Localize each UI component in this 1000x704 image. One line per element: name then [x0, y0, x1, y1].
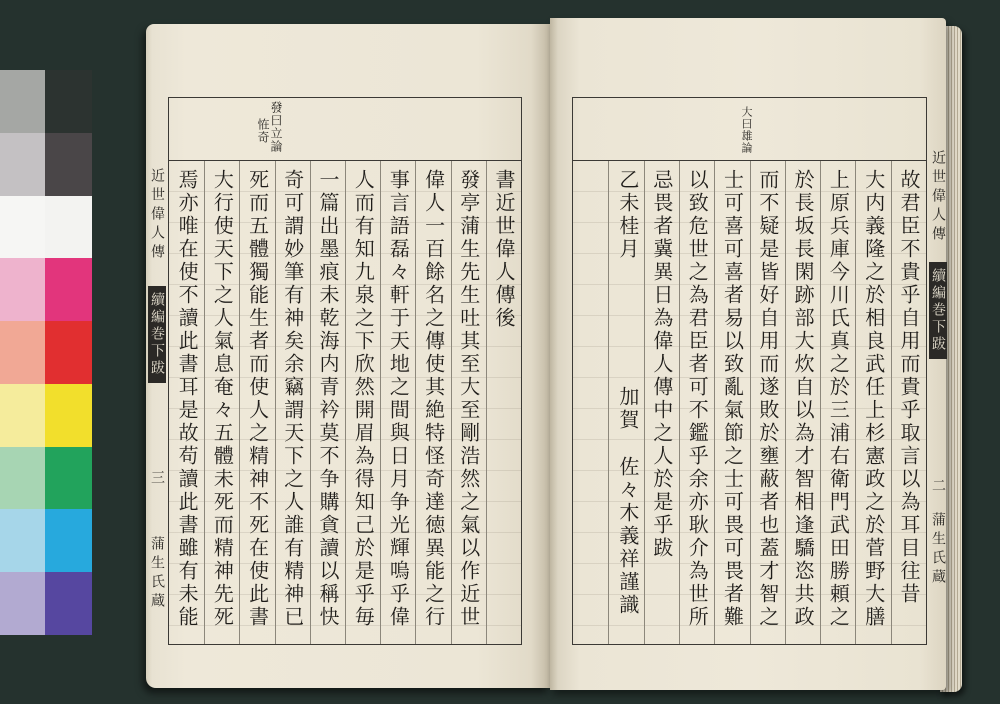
text-column: 一篇出墨痕未乾海内青衿莫不争購貪讀以稱快 — [310, 161, 345, 644]
hashira-page-number: 三 — [149, 470, 165, 489]
right-text-block — [573, 161, 926, 644]
hashira-title: 近世偉人傳 — [930, 150, 946, 245]
hashira-page-number: 二 — [930, 478, 946, 497]
right-page-frame — [572, 97, 927, 645]
left-page-frame — [168, 97, 522, 645]
color-swatch-gray2-dark — [45, 133, 92, 196]
color-swatch-purple-dark — [45, 572, 92, 635]
color-swatch-green-light — [0, 447, 45, 510]
hashira-section: 續編巻下跋 — [929, 262, 947, 359]
color-swatch-red-light — [0, 321, 45, 384]
color-swatch-green-dark — [45, 447, 92, 510]
text-column: 發亭蒲生先生吐其至大至剛浩然之氣以作近世 — [451, 161, 486, 644]
color-swatch-cyan-light — [0, 509, 45, 572]
color-swatch-white-dark — [45, 196, 92, 259]
left-page — [146, 24, 550, 688]
left-text-block — [169, 161, 521, 644]
text-column: 奇可謂妙筆有神矣余竊謂天下之人誰有精神已 — [275, 161, 310, 644]
color-swatch-yellow-light — [0, 384, 45, 447]
color-swatch-yellow-dark — [45, 384, 92, 447]
color-calibration-chart — [0, 70, 92, 635]
hashira-collection-mark: 蒲生氏蔵 — [149, 536, 165, 612]
color-swatch-gray-light — [0, 70, 45, 133]
text-column: 死而五體獨能生者而使人之精神不死在使此書 — [239, 161, 274, 644]
text-column: 故君臣不貴乎自用而貴乎取言以為耳目往昔 — [891, 161, 926, 644]
color-swatch-cyan-dark — [45, 509, 92, 572]
text-column: 而不疑是皆好自用而遂敗於壅蔽者也蓋才智之 — [750, 161, 785, 644]
text-column: 偉人一百餘名之傳使其絶特怪奇達徳異能之行 — [415, 161, 450, 644]
hashira-section: 續編巻下跋 — [148, 286, 166, 383]
text-column: 事言語磊々軒于天地之間與日月争光輝嗚乎偉 — [380, 161, 415, 644]
signature-name: 佐々木義祥謹識 — [615, 456, 640, 617]
color-swatch-white-light — [0, 196, 45, 259]
hashira-collection-mark: 蒲生氏蔵 — [930, 512, 946, 588]
color-swatch-gray2-light — [0, 133, 45, 196]
hashira-title: 近世偉人傳 — [149, 168, 165, 263]
signature-column — [608, 161, 643, 644]
empty-column — [573, 161, 608, 644]
text-column: 人而有知九泉之下欣然開眉為得知己於是乎毎 — [345, 161, 380, 644]
color-swatch-purple-light — [0, 572, 45, 635]
color-swatch-red-dark — [45, 321, 92, 384]
text-column: 大内義隆之於相良武任上杉憲政之於菅野大膳 — [855, 161, 890, 644]
right-headnote-band — [573, 98, 926, 161]
text-column: 於長坂長閑跡部大炊自以為才智相逢驕恣共政 — [785, 161, 820, 644]
left-headnote-band — [169, 98, 521, 161]
headnote-line: 發曰立論 — [269, 101, 283, 153]
color-swatch-gray-dark — [45, 70, 92, 133]
essay-title: 書近世偉人傳後 — [486, 161, 521, 644]
signature-date: 乙未桂月 — [615, 169, 640, 261]
signature-place: 加賀 — [615, 386, 640, 432]
right-page — [550, 18, 946, 690]
text-column: 以致危世之為君臣者可不鑑乎余亦耿介為世所 — [679, 161, 714, 644]
text-column: 上原兵庫今川氏真之於三浦右衛門武田勝頼之 — [820, 161, 855, 644]
color-swatch-magenta-light — [0, 258, 45, 321]
text-column: 士可喜可喜者易以致亂氣節之士可畏可畏者難 — [714, 161, 749, 644]
headnote-line: 大曰雄論 — [740, 106, 753, 154]
headnote-line: 恠奇 — [256, 118, 270, 144]
text-column: 大行使天下之人氣息奄々五體未死而精神先死 — [204, 161, 239, 644]
text-column: 忌畏者冀異日為偉人傳中之人於是乎跋 — [644, 161, 679, 644]
text-column: 焉亦唯在使不讀此書耳是故苟讀此書雖有未能 — [175, 169, 200, 629]
color-swatch-magenta-dark — [45, 258, 92, 321]
